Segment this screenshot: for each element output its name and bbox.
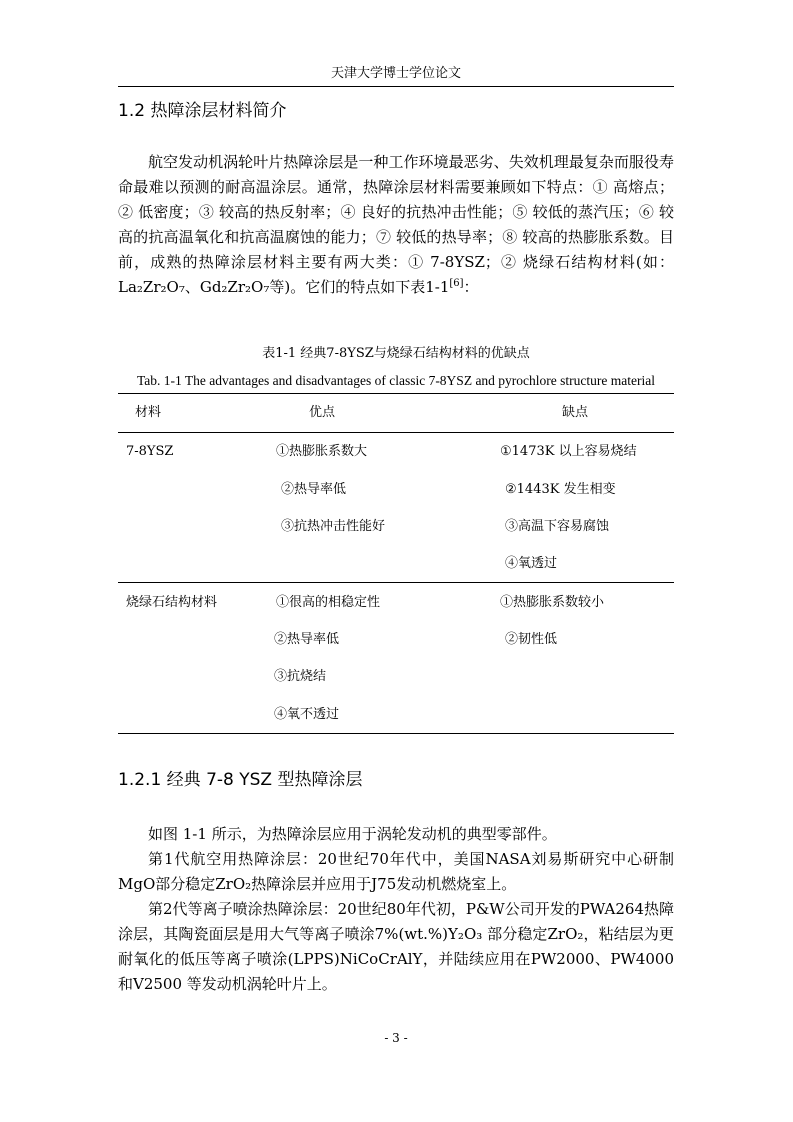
table-bottom-rule — [118, 733, 674, 734]
table-caption-en: Tab. 1-1 The advantages and disadvantages of classic 7-8YSZ and pyrochlore structure material — [136, 373, 655, 388]
body-text — [118, 822, 674, 997]
body-paragraph: 如图 1-1 所示，为热障涂层应用于涡轮发动机的典型零部件。 — [148, 825, 557, 843]
running-header: 天津大学博士学位论文 — [330, 66, 461, 81]
table-cell-disadvantage: ①热膨胀系数较小 — [500, 595, 605, 610]
table-cell-advantage: ④氧不透过 — [274, 707, 340, 722]
table-header-advantages: 优点 — [309, 405, 336, 420]
page-number: - 3 - — [384, 1031, 408, 1045]
body-paragraph: 第2代等离子喷涂热障涂层：20世纪80年代初，P&W公司开发的PWA264热障涂层，其陶瓷面层是用大气等离子喷涂7%(wt.%)Y₂O₃ 部分稳定ZrO₂，粘结层为更耐氧化的低压等离子喷涂(LPPS)NiCoCrAlY，并陆续应用在PW2000、PW4000 和V2500 等发动机涡轮叶片上。 — [118, 900, 674, 993]
table-cell-advantage: ①很高的相稳定性 — [276, 595, 381, 610]
table-cell-disadvantage: ②韧性低 — [505, 632, 558, 647]
table-cell-advantage: ③抗热冲击性能好 — [281, 519, 386, 534]
table-cell-advantage: ②热导率低 — [281, 482, 347, 497]
header-rule — [118, 86, 674, 87]
table-cell-advantage: ③抗烧结 — [274, 669, 327, 684]
table-caption-cn: 表1-1 经典7-8YSZ与烧绿石结构材料的优缺点 — [262, 346, 530, 361]
table-top-rule — [118, 393, 674, 394]
table-cell-advantage: ①热膨胀系数大 — [276, 444, 368, 459]
table-cell-disadvantage: ④氧透过 — [505, 556, 558, 571]
table-cell-disadvantage: ②1443K 发生相变 — [505, 482, 616, 497]
table-cell-advantage: ②热导率低 — [274, 632, 340, 647]
table-row-rule — [118, 582, 674, 583]
citation-ref: [6] — [449, 278, 464, 289]
table-header-disadvantages: 缺点 — [562, 405, 589, 420]
table-cell-disadvantage: ③高温下容易腐蚀 — [505, 519, 610, 534]
table-header-material: 材料 — [135, 405, 162, 420]
subsection-heading: 1.2.1 经典 7-8 YSZ 型热障涂层 — [118, 770, 363, 790]
intro-paragraph — [118, 150, 674, 300]
section-heading: 1.2 热障涂层材料简介 — [118, 101, 287, 121]
body-paragraph: 第1代航空用热障涂层：20世纪70年代中，美国NASA刘易斯研究中心研制MgO部分稳定ZrO₂热障涂层并应用于J75发动机燃烧室上。 — [118, 850, 674, 893]
table-header-rule — [118, 432, 674, 433]
table-cell-disadvantage: ①1473K 以上容易烧结 — [500, 444, 637, 459]
intro-tail: ： — [463, 278, 479, 296]
intro-text: 航空发动机涡轮叶片热障涂层是一种工作环境最恶劣、失效机理最复杂而服役寿命最难以预测的耐高温涂层。通常，热障涂层材料需要兼顾如下特点：① 高熔点；② 低密度；③ 较高的热反射率；④ 良好的抗热冲击性能；⑤ 较低的蒸汽压；⑥ 较高的抗高温氧化和抗高温腐蚀的能力；⑦ 较低的热导率；⑧ 较高的热膨胀系数。目前，成熟的热障涂层材料主要有两大类：① 7-8YSZ；② 烧绿石结构材料(如：La₂Zr₂O₇、Gd₂Zr₂O₇等)。它们的特点如下表1-1 — [118, 153, 674, 296]
table-cell-material: 7-8YSZ — [126, 444, 174, 459]
table-cell-material: 烧绿石结构材料 — [126, 595, 218, 610]
